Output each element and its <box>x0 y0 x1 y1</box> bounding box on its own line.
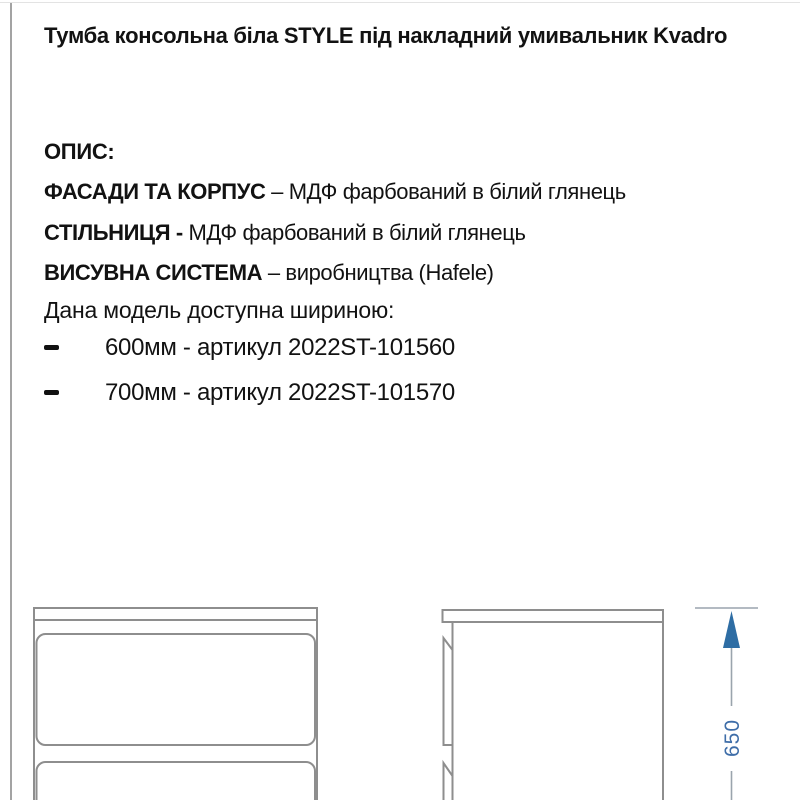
variant-item-600mm: 600мм - артикул 2022ST-101560 <box>105 334 455 361</box>
front-view-drawing <box>34 608 317 800</box>
description-value: – МДФ фарбований в білий глянець <box>265 179 626 204</box>
side-view-drawing <box>443 610 664 800</box>
description-term: ФАСАДИ ТА КОРПУС <box>44 179 266 204</box>
bullet-dash-icon <box>44 390 59 395</box>
description-term: СТІЛЬНИЦЯ - <box>44 220 183 245</box>
dimension-indicator <box>695 608 758 800</box>
description-value: МДФ фарбований в білий глянець <box>182 220 526 245</box>
side-drawer-top-profile <box>444 638 453 745</box>
description-line-facades <box>44 179 764 205</box>
description-term: ВИСУВНА СИСТЕМА <box>44 260 263 285</box>
description-value: – виробництва (Hafele) <box>262 260 494 285</box>
description-line-drawer-system <box>44 260 764 286</box>
front-drawer-bottom <box>37 762 316 800</box>
page-top-border <box>0 2 800 3</box>
product-title: Тумба консольна біла STYLE під накладний умивальник Kvadro <box>44 23 728 48</box>
description-line-countertop <box>44 220 764 246</box>
description-heading: ОПИС: <box>44 139 115 164</box>
dimension-arrow-icon <box>723 611 740 648</box>
availability-note: Дана модель доступна шириною: <box>44 297 395 323</box>
side-countertop <box>443 610 664 622</box>
variant-item-700mm: 700мм - артикул 2022ST-101570 <box>105 379 455 406</box>
front-drawer-top <box>37 634 316 745</box>
side-drawer-bottom-profile <box>444 763 453 800</box>
front-countertop <box>34 608 317 620</box>
bullet-dash-icon <box>44 345 59 350</box>
dimension-value: 650 <box>721 718 744 758</box>
technical-drawings <box>0 560 800 800</box>
